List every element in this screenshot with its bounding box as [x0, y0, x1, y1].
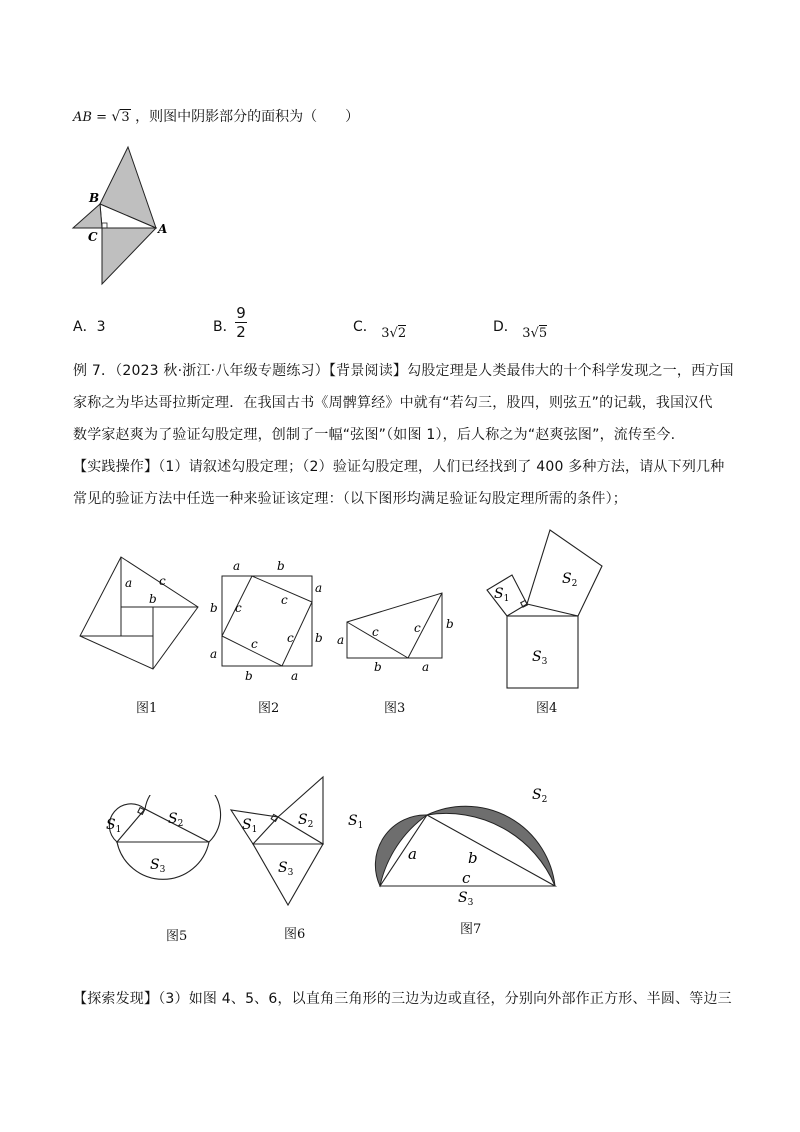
option-d-value	[522, 326, 547, 341]
fig3-a-bottom: a	[422, 660, 430, 674]
fig2-b-top: b	[277, 559, 285, 573]
fig5-s2: $S_2$	[168, 811, 184, 829]
radicand-3: 3	[121, 110, 130, 125]
fig1-label-c: c	[159, 574, 166, 588]
question-tail	[73, 110, 359, 125]
fig3-a-left: a	[337, 633, 345, 647]
option-d-radicand: 5	[538, 326, 548, 341]
option-d-coef: 3	[522, 326, 531, 341]
sqrt-sign-icon: √	[389, 326, 398, 341]
fig7-s2: $S_2$	[532, 787, 548, 805]
option-c-value	[381, 326, 406, 341]
figure-7-caption: 图7	[460, 922, 482, 937]
fig5-s3: $S_3$	[150, 857, 166, 875]
figure-2-caption: 图2	[258, 701, 280, 716]
option-b-fraction	[235, 305, 247, 340]
fig1-label-a: a	[125, 576, 133, 590]
fig2-b-left: b	[210, 601, 218, 615]
fig3-c-left: c	[372, 625, 379, 639]
figure-6	[228, 772, 343, 922]
fig4-s1: $S_1$	[494, 586, 510, 604]
formula-ab: AB =	[73, 110, 107, 125]
fig1-label-b: b	[149, 592, 157, 606]
figure-3	[334, 584, 464, 679]
figure-5-caption: 图5	[166, 929, 188, 944]
figure-6-caption: 图6	[284, 927, 306, 942]
option-b-denominator: 2	[236, 323, 246, 341]
fig3-b-bottom: b	[374, 660, 382, 674]
label-a: A	[158, 222, 168, 236]
fig7-c: c	[462, 869, 471, 887]
fig2-c-1: c	[235, 601, 242, 615]
fig6-s1: $S_1$	[242, 817, 258, 835]
option-c-key: C．	[353, 319, 377, 335]
figure-4	[470, 528, 620, 693]
fig2-c-2: c	[281, 593, 288, 607]
shaded-left-triangle	[73, 204, 102, 228]
question-figure	[60, 140, 180, 300]
label-c: C	[88, 230, 98, 244]
fig7-right-lune	[427, 806, 555, 886]
fig7-left-lune	[375, 815, 427, 886]
option-c-radicand: 2	[397, 326, 407, 341]
figure-2	[205, 558, 325, 683]
fig7-a: a	[408, 845, 417, 863]
fig2-b-right: b	[315, 631, 323, 645]
fig3-b-right: b	[446, 617, 454, 631]
figure-4-caption: 图4	[536, 701, 558, 716]
sqrt-sign-icon: √	[111, 109, 121, 125]
fig5-s1: $S_1$	[106, 817, 122, 835]
figure-1-caption: 图1	[136, 701, 158, 716]
figure-7	[340, 775, 565, 915]
sqrt-sign-icon: √	[530, 326, 539, 341]
option-b-key: B．	[213, 319, 237, 335]
fig4-s3: $S_3$	[532, 649, 548, 667]
figure-1	[75, 555, 205, 675]
question-text: ，则图中阴影部分的面积为（ ）	[135, 109, 360, 125]
fig2-c-3: c	[287, 631, 294, 645]
figure-3-caption: 图3	[384, 701, 406, 716]
fig7-s3: $S_3$	[458, 890, 474, 908]
example7-line2: 家称之为毕达哥拉斯定理．在我国古书《周髀算经》中就有“若勾三，股四，则弦五”的记载，我国汉代	[73, 395, 713, 411]
fig2-a-right: a	[315, 581, 323, 595]
option-a-key: A．	[73, 319, 97, 335]
fig4-s2: $S_2$	[562, 571, 578, 589]
figure-5	[100, 795, 225, 895]
fig2-c-4: c	[251, 637, 258, 651]
shaded-bottom-triangle	[102, 228, 156, 284]
option-a[interactable]	[73, 320, 106, 334]
fig2-b-bottom: b	[245, 669, 253, 683]
option-b-numerator: 9	[236, 304, 246, 322]
explore-line: 【探索发现】（3）如图 4、5、6，以直角三角形的三边为边或直径，分别向外部作正方形、半圆、等边三	[73, 991, 732, 1007]
fig6-s2: $S_2$	[298, 812, 314, 830]
label-b: B	[89, 191, 100, 205]
example7-line4: 【实践操作】（1）请叙述勾股定理；（2）验证勾股定理，人们已经找到了 400 多种方法，请从下列几种	[73, 459, 725, 475]
fig2-a-bottom: a	[291, 669, 299, 683]
option-c[interactable]	[353, 319, 407, 341]
example7-line3: 数学家赵爽为了验证勾股定理，创制了一幅“弦图”（如图 1），后人称之为“赵爽弦图”，流传至今.	[73, 427, 676, 443]
fig6-s3: $S_3$	[278, 860, 294, 878]
fig2-a-top: a	[233, 559, 241, 573]
example7-line5: 常见的验证方法中任选一种来验证该定理：（以下图形均满足验证勾股定理所需的条件）；	[73, 491, 627, 507]
option-d[interactable]	[493, 319, 548, 341]
option-c-coef: 3	[381, 326, 390, 341]
option-a-value: 3	[96, 319, 106, 335]
example7-line1: 例 7．（2023 秋·浙江·八年级专题练习）【背景阅读】勾股定理是人类最伟大的十个科学发现之一，西方国	[73, 363, 734, 379]
fig7-s1: $S_1$	[348, 813, 364, 831]
fig2-a-left: a	[210, 647, 218, 661]
fig7-b: b	[468, 849, 478, 867]
fig3-c-right: c	[414, 621, 421, 635]
option-d-key: D．	[493, 319, 518, 335]
